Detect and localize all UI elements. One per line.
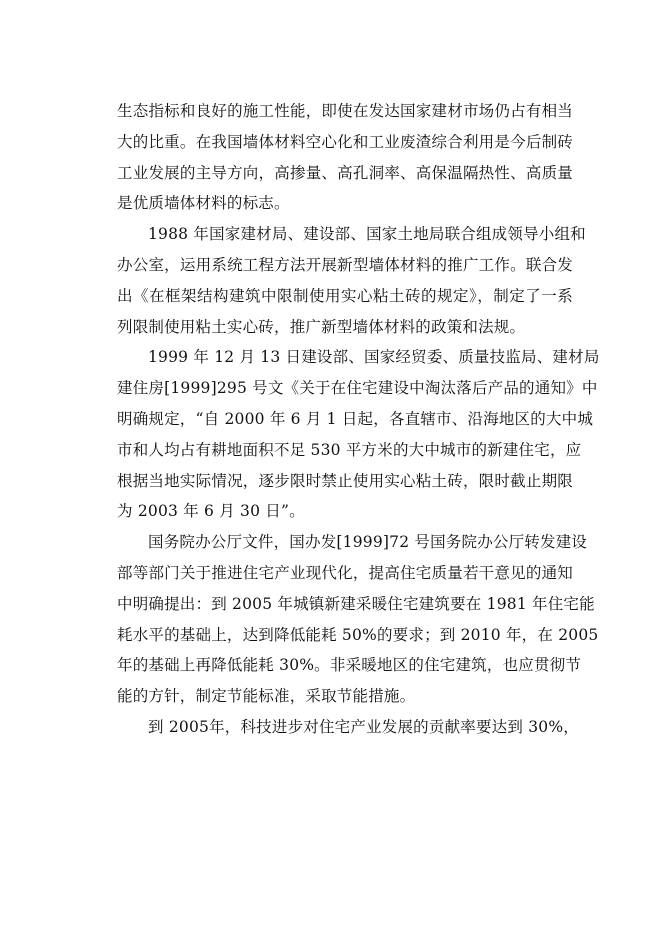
text-line: 办公室，运用系统工程方法开展新型墙体材料的推广工作。联合发	[117, 255, 573, 274]
text-line: 中明确提出：到 2005 年城镇新建采暖住宅建筑要在 1981 年住宅能	[117, 594, 595, 613]
text-line: 大的比重。在我国墙体材料空心化和工业废渣综合利用是今后制砖	[117, 132, 573, 151]
text-line: 耗水平的基础上，达到降低能耗 50%的要求；到 2010 年，在 2005	[117, 625, 599, 644]
text-line: 1999 年 12 月 13 日建设部、国家经贸委、质量技监局、建材局	[148, 348, 600, 367]
text-line: 生态指标和良好的施工性能，即使在发达国家建材市场仍占有相当	[117, 102, 573, 120]
text-line: 工业发展的主导方向，高掺量、高孔洞率、高保温隔热性、高质量	[117, 163, 573, 182]
text-line: 根据当地实际情况，逐步限时禁止使用实心粘土砖，限时截止期限	[117, 471, 573, 490]
text-line: 1988 年国家建材局、建设部、国家土地局联合组成领导小组和	[148, 225, 586, 244]
text-line: 明确规定，“自 2000 年 6 月 1 日起，各直辖市、沿海地区的大中城	[117, 409, 594, 428]
text-line: 到 2005年，科技进步对住宅产业发展的贡献率要达到 30%，	[148, 717, 579, 736]
text-line: 建住房[1999]295 号文《关于在住宅建设中淘汰落后产品的通知》中	[117, 379, 598, 398]
body-text	[117, 96, 600, 743]
text-line: 出《在框架结构建筑中限制使用实心粘土砖的规定》，制定了一系	[117, 286, 573, 305]
text-line: 能的方针，制定节能标准，采取节能措施。	[117, 687, 416, 706]
text-line: 部等部门关于推进住宅产业现代化，提高住宅质量若干意见的通知	[117, 563, 573, 582]
text-line: 是优质墙体材料的标志。	[117, 194, 290, 213]
text-line: 列限制使用粘土实心砖，推广新型墙体材料的政策和法规。	[117, 317, 526, 336]
text-line: 国务院办公厅文件，国办发[1999]72 号国务院办公厅转发建设	[148, 533, 588, 552]
text-line: 年的基础上再降低能耗 30%。非采暖地区的住宅建筑，也应贯彻节	[117, 656, 582, 675]
text-line: 为 2003 年 6 月 30 日”。	[117, 502, 305, 521]
text-line: 市和人均占有耕地面积不足 530 平方米的大中城市的新建住宅，应	[117, 440, 582, 459]
